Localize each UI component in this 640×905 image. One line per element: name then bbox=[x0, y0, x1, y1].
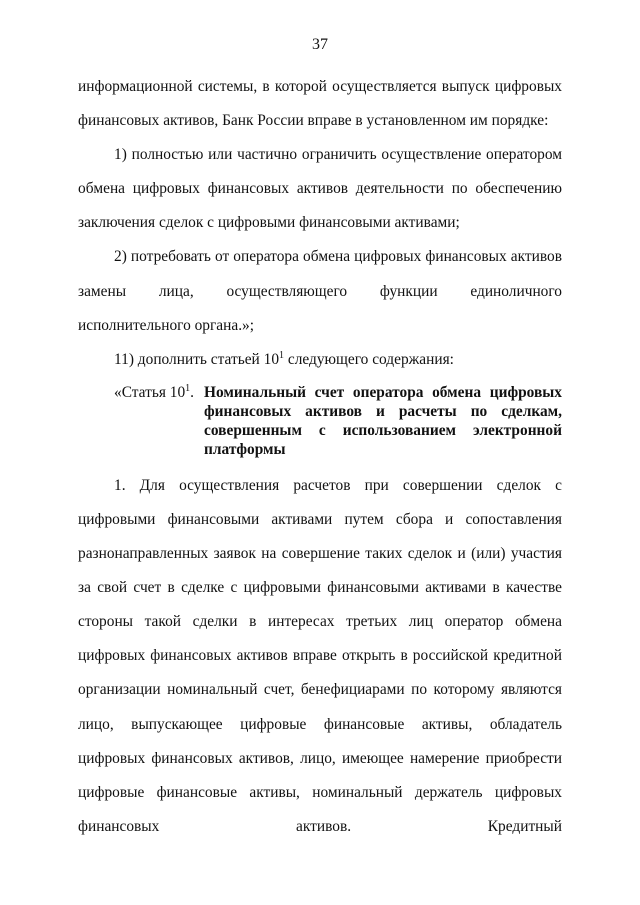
paragraph-1: 1. Для осуществления расчетов при совершении сделок с цифровыми финансовыми активами путем сбора и сопоставления разнонаправленных заявок на совершение таких сделок и (или) участия за свой счет в сделке с цифровыми финансовыми активами в качестве стороны такой сделки в интересах третьих лиц оператор обмена цифровых финансовых активов вправе открыть в российской кредитной организации номинальный счет, бенефициарами по которому являются лицо, выпускающее цифровые финансовые активы, обладатель цифровых финансовых активов, лицо, имеющее намерение приобрести цифровые финансовые активы, номинальный держатель цифровых финансовых активов. Кредитный bbox=[78, 476, 562, 835]
list-item-11-tail: следующего содержания: bbox=[284, 350, 454, 368]
article-label bbox=[114, 383, 194, 459]
page-number: 37 bbox=[312, 36, 328, 53]
article-heading bbox=[78, 377, 562, 469]
paragraph-intro: информационной системы, в которой осуществляется выпуск цифровых финансовых активов, Банк России вправе в установленном им порядке: bbox=[78, 78, 562, 130]
list-item-11 bbox=[78, 343, 562, 377]
article-superscript: 1 bbox=[185, 382, 191, 394]
article-label-suffix: . bbox=[190, 383, 195, 401]
superscript: 1 bbox=[279, 349, 285, 361]
document-body bbox=[78, 70, 562, 844]
article-title: Номинальный счет оператора обмена цифровых финансовых активов и расчеты по сделкам, совершенным с использованием электронной платформы bbox=[204, 383, 562, 458]
article-label-prefix: «Статья 10 bbox=[114, 383, 186, 401]
list-item-2: 2) потребовать от оператора обмена цифровых финансовых активов замены лица, осуществляющего функции единоличного исполнительного органа.»; bbox=[78, 248, 562, 334]
list-item-1: 1) полностью или частично ограничить осуществление оператором обмена цифровых финансовых активов деятельности по обеспечению заключения сделок с цифровыми финансовыми активами; bbox=[78, 146, 562, 232]
list-item-11-text: 11) дополнить статьей 10 bbox=[114, 350, 280, 368]
